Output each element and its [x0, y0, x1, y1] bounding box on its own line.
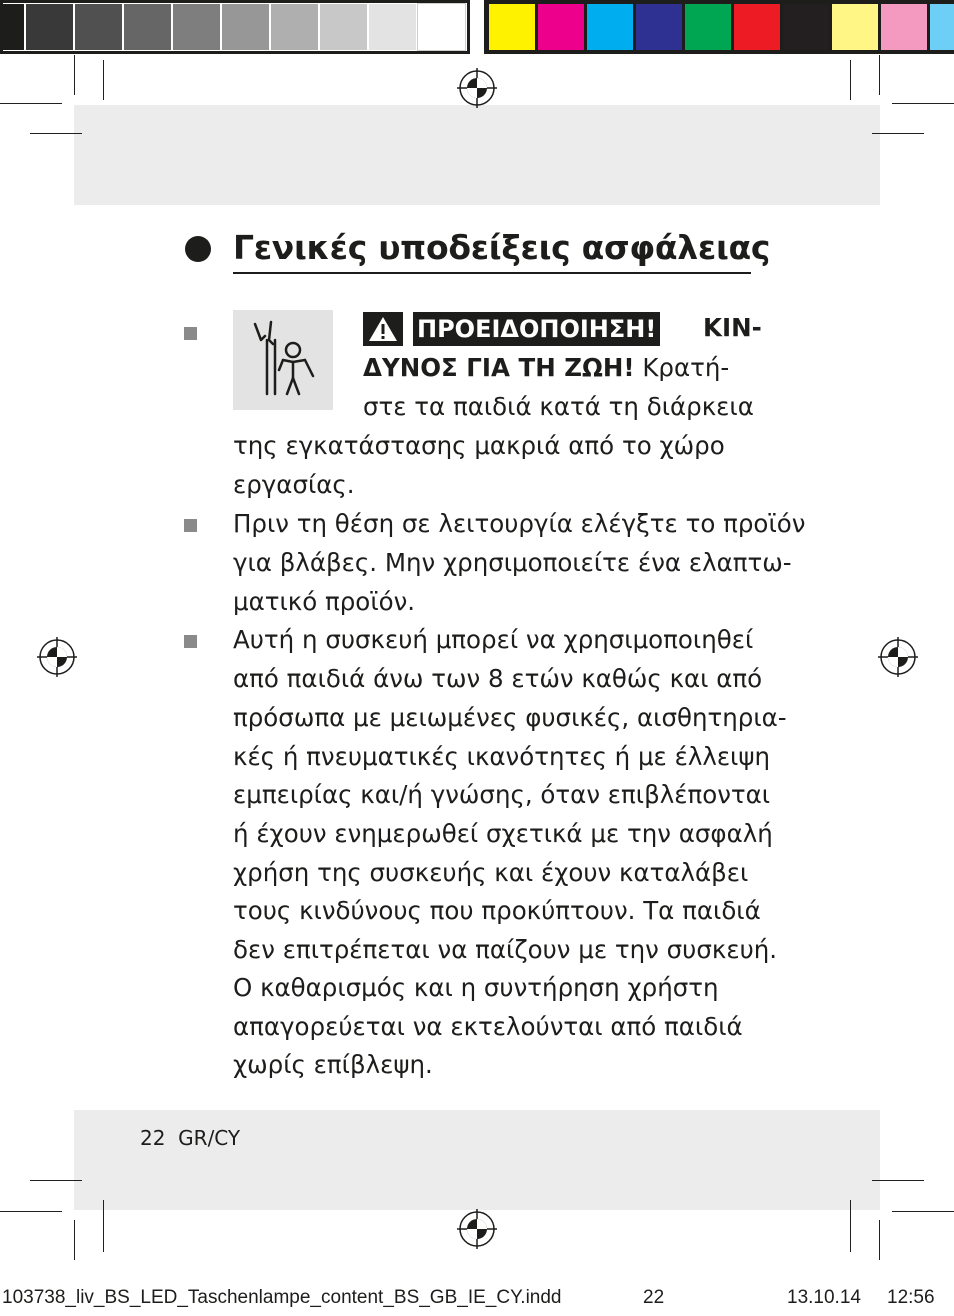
crop-mark [872, 1180, 924, 1181]
warning-line-2-rest: Κρατή- [634, 353, 730, 382]
color-swatch [930, 4, 954, 50]
item3-line-2: από παιδιά άνω των 8 ετών καθώς και από [233, 664, 763, 693]
color-swatch [685, 4, 731, 50]
warning-line-3: στε τα παιδιά κατά τη διάρκεια [363, 392, 754, 421]
crop-mark [892, 103, 954, 104]
warning-line-1: ΚΙΝ- [703, 313, 762, 342]
slug-filename: 103738_liv_BS_LED_Taschenlampe_content_BS_GB_IE_CY.indd [2, 1287, 562, 1308]
item3-line-8: τους κινδύνους που προκύπτουν. Τα παιδιά [233, 896, 761, 925]
item2-line-1: Πριν τη θέση σε λειτουργία ελέγξτε το προϊόν [233, 509, 806, 538]
warning-box [363, 312, 403, 346]
warning-line-2 [363, 348, 729, 387]
crop-mark [850, 1200, 851, 1252]
child-danger-pictogram-icon [233, 310, 333, 410]
registration-mark-icon [457, 1209, 497, 1249]
warning-line-4: της εγκατάστασης μακριά από το χώρο [233, 431, 725, 460]
color-swatch [783, 4, 829, 50]
list-bullet [184, 327, 197, 340]
item3-line-9: δεν επιτρέπεται να παίζουν με την συσκευή. [233, 935, 778, 964]
slug-page: 22 [643, 1287, 665, 1308]
slug-date: 13.10.14 [787, 1287, 861, 1308]
crop-mark [30, 133, 82, 134]
warning-line-2-bold: ΔΥΝΟΣ ΓΙΑ ΤΗ ΖΩΗ! [363, 353, 635, 382]
crop-mark [103, 1200, 104, 1252]
color-swatch [489, 4, 535, 50]
footer-band [74, 1110, 880, 1210]
item3-line-7: χρήση της συσκευής και έχουν καταλάβει [233, 858, 749, 887]
item3-line-12: χωρίς επίβλεψη. [233, 1050, 433, 1079]
heading-underline [233, 272, 751, 274]
list-bullet [184, 519, 197, 532]
item3-line-10: Ο καθαρισμός και η συντήρηση χρήστη [233, 973, 719, 1002]
item3-line-3: πρόσωπα με μειωμένες φυσικές, αισθητηρια- [233, 703, 787, 732]
section-title: Γενικές υποδείξεις ασφάλειας [233, 228, 771, 267]
item2-line-2: για βλάβες. Μην χρησιμοποιείτε ένα ελαπτω- [233, 548, 792, 577]
color-swatch [832, 4, 878, 50]
crop-mark [74, 1220, 75, 1260]
page-footer [140, 1126, 240, 1150]
item3-line-1: Αυτή η συσκευή μπορεί να χρησιμοποιηθεί [233, 625, 754, 654]
crop-mark [872, 133, 924, 134]
item3-line-11: απαγορεύεται να εκτελούνται από παιδιά [233, 1012, 743, 1041]
registration-mark-icon [37, 637, 77, 677]
crop-mark [30, 1180, 82, 1181]
color-swatch [734, 4, 780, 50]
warning-label: ΠΡΟΕΙΔΟΠΟΙΗΣΗ! [413, 312, 660, 346]
registration-mark-icon [878, 637, 918, 677]
crop-mark [879, 55, 880, 95]
slug-time: 12:56 [887, 1287, 935, 1308]
gray-bar-frame [0, 0, 470, 54]
item3-line-5: εμπειρίας και/ή γνώσης, όταν επιβλέπονται [233, 780, 771, 809]
crop-mark [892, 1211, 954, 1212]
item3-line-6: ή έχουν ενημερωθεί σχετικά με την ασφαλή [233, 819, 773, 848]
list-bullet [184, 635, 197, 648]
crop-mark [103, 60, 104, 100]
item3-line-4: κές ή πνευματικές ικανότητες ή με έλλειψη [233, 742, 771, 771]
crop-mark [74, 55, 75, 95]
crop-mark [879, 1220, 880, 1260]
country-code: GR/CY [178, 1126, 241, 1150]
crop-mark [850, 60, 851, 100]
color-swatch [587, 4, 633, 50]
warning-triangle-icon [363, 312, 403, 346]
page-number: 22 [140, 1126, 166, 1150]
registration-mark-icon [457, 68, 497, 108]
color-swatch [538, 4, 584, 50]
warning-line-5: εργασίας. [233, 470, 355, 499]
color-swatch [881, 4, 927, 50]
item2-line-3: ματικό προϊόν. [233, 587, 416, 616]
crop-mark [0, 1211, 62, 1212]
header-band [74, 105, 880, 205]
heading-bullet-icon [185, 236, 211, 262]
crop-mark [0, 103, 62, 104]
color-swatch [636, 4, 682, 50]
